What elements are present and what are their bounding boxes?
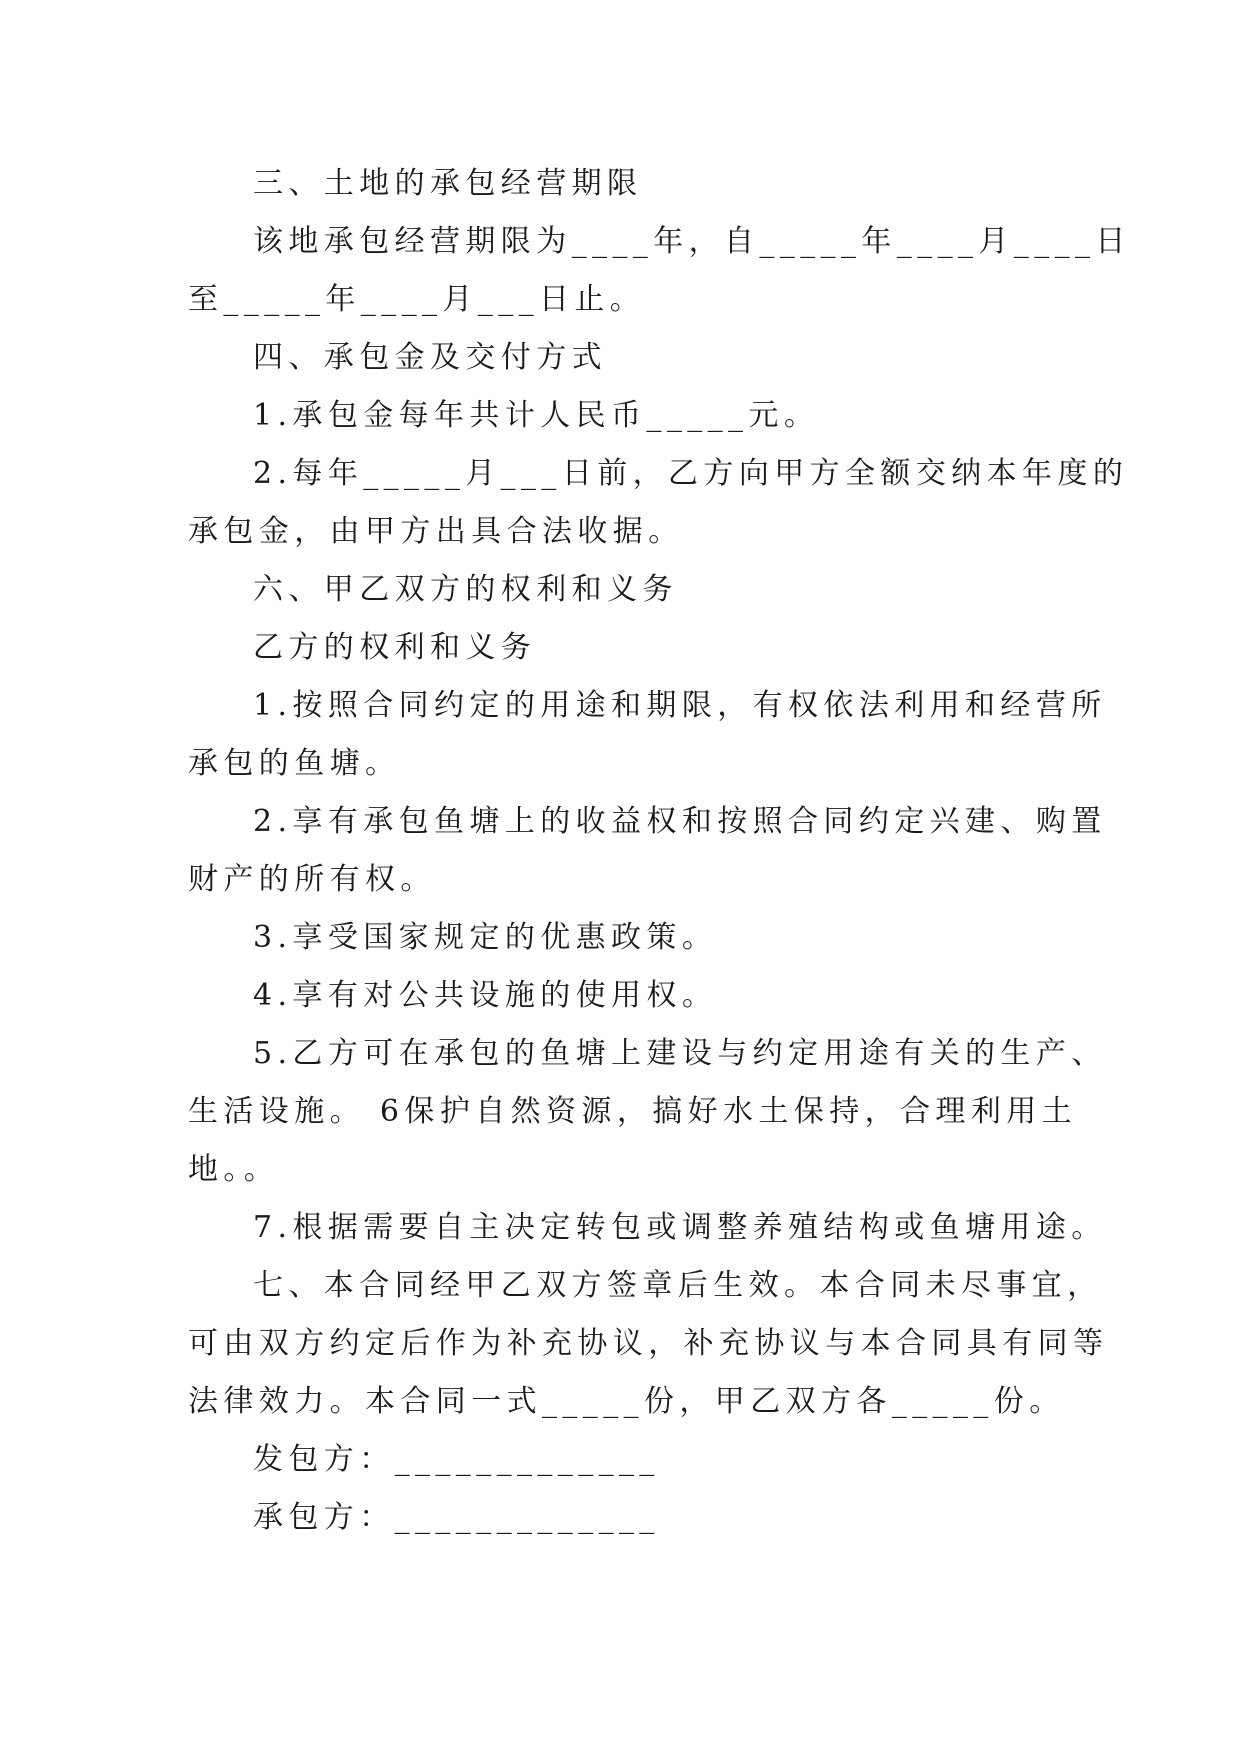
paragraph-line: 生活设施。 6保护自然资源，搞好水土保持，合理利用土 [188, 1094, 1078, 1129]
signature-line-party-a: 发包方：_____________ [253, 1442, 660, 1477]
paragraph-line: 1.承包金每年共计人民币_____元。 [253, 398, 820, 433]
section-6-heading: 六、甲乙双方的权利和义务 [253, 572, 678, 607]
paragraph-line: 法律效力。本合同一式_____份，甲乙双方各_____份。 [188, 1384, 1065, 1419]
signature-line-party-b: 承包方：_____________ [253, 1500, 660, 1535]
paragraph-line: 3.享受国家规定的优惠政策。 [253, 920, 718, 955]
section-3-heading: 三、土地的承包经营期限 [253, 166, 643, 201]
paragraph-line: 财产的所有权。 [188, 862, 436, 897]
paragraph-line: 4.享有对公共设施的使用权。 [253, 978, 718, 1013]
section-7-heading: 七、本合同经甲乙双方签章后生效。本合同未尽事宜， [253, 1268, 1103, 1303]
paragraph-line: 5.乙方可在承包的鱼塘上建设与约定用途有关的生产、 [253, 1036, 1107, 1071]
section-4-heading: 四、承包金及交付方式 [253, 340, 607, 375]
paragraph-line: 该地承包经营期限为____年，自_____年____月____日 [253, 224, 1131, 259]
paragraph-line: 可由双方约定后作为补充协议，补充协议与本合同具有同等 [188, 1326, 1109, 1361]
paragraph-line: 2.享有承包鱼塘上的收益权和按照合同约定兴建、购置 [253, 804, 1107, 839]
paragraph-line: 承包的鱼塘。 [188, 746, 401, 781]
paragraph-line: 至_____年____月___日止。 [188, 282, 646, 317]
paragraph-line: 7.根据需要自主决定转包或调整养殖结构或鱼塘用途。 [253, 1210, 1107, 1245]
paragraph-line: 2.每年_____月___日前，乙方向甲方全额交纳本年度的 [253, 456, 1129, 491]
paragraph-line: 1.按照合同约定的用途和期限，有权依法利用和经营所 [253, 688, 1107, 723]
subheading: 乙方的权利和义务 [253, 630, 537, 665]
paragraph-line: 承包金，由甲方出具合法收据。 [188, 514, 684, 549]
paragraph-line: 地。。 [188, 1152, 280, 1187]
